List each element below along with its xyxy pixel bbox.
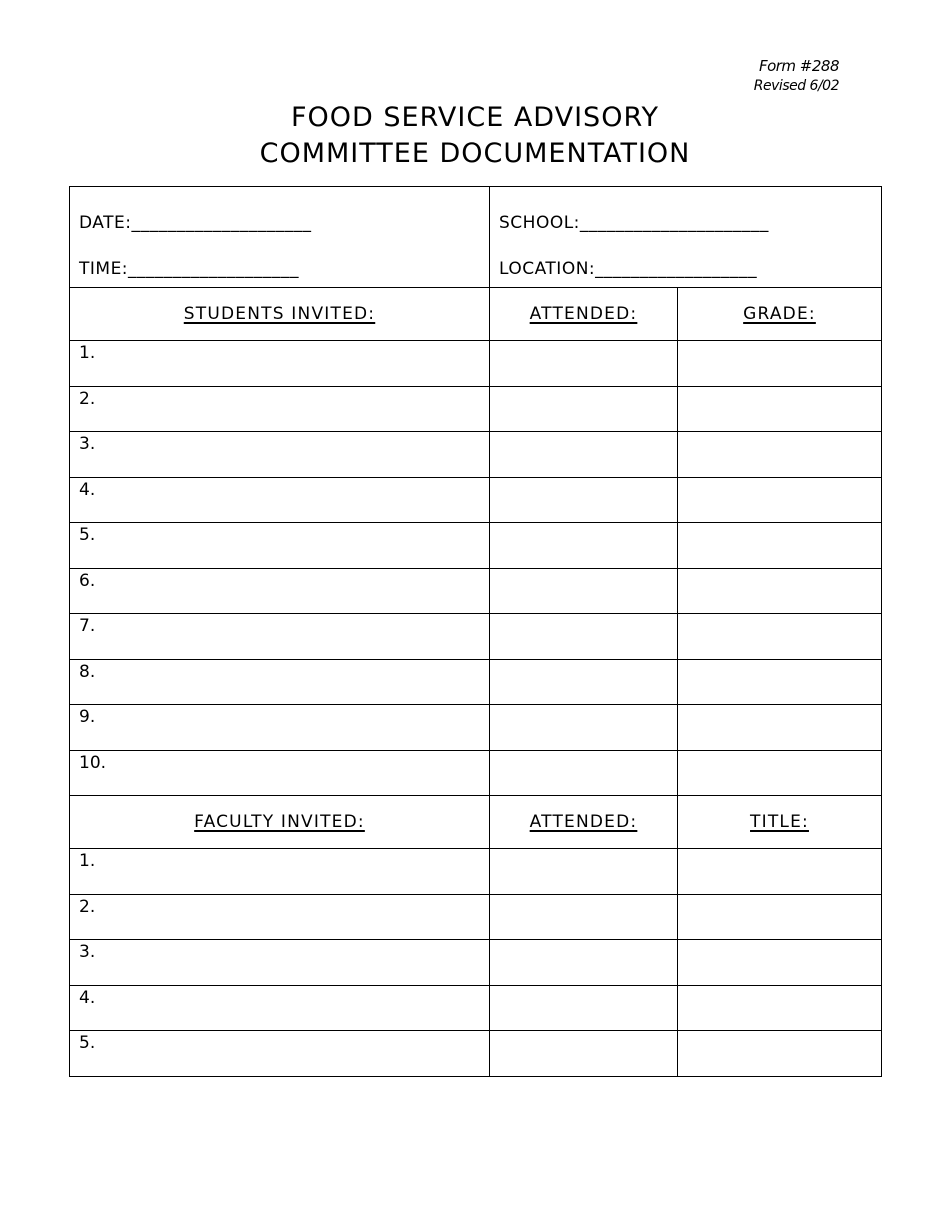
student-grade-cell[interactable]: [678, 705, 882, 751]
faculty-row: [70, 894, 882, 940]
header-faculty-invited: FACULTY INVITED:: [70, 796, 490, 849]
faculty-row: [70, 1031, 882, 1077]
row-number: 5.: [79, 1033, 96, 1053]
faculty-header-row: [70, 796, 882, 849]
row-number: 4.: [79, 987, 96, 1008]
student-name-cell[interactable]: [70, 750, 490, 796]
faculty-name-cell[interactable]: [70, 1031, 490, 1077]
school-field[interactable]: SCHOOL:_____________________: [499, 213, 769, 233]
student-name-cell[interactable]: [70, 386, 490, 432]
header-students-invited: STUDENTS INVITED:: [70, 288, 490, 341]
row-number: 4.: [79, 479, 96, 500]
header-attended: ATTENDED:: [490, 796, 678, 849]
student-attended-cell[interactable]: [490, 341, 678, 387]
header-title: TITLE:: [678, 796, 882, 849]
student-row: [70, 659, 882, 705]
student-row: [70, 568, 882, 614]
faculty-name-cell[interactable]: [70, 985, 490, 1031]
faculty-row: [70, 849, 882, 895]
student-attended-cell[interactable]: [490, 432, 678, 478]
student-name-cell[interactable]: [70, 523, 490, 569]
student-row: [70, 341, 882, 387]
student-attended-cell[interactable]: [490, 659, 678, 705]
row-number: 5.: [79, 525, 96, 545]
faculty-attended-cell[interactable]: [490, 1031, 678, 1077]
faculty-row: [70, 940, 882, 986]
row-number: 3.: [79, 942, 96, 962]
student-row: [70, 432, 882, 478]
student-name-cell[interactable]: [70, 705, 490, 751]
meeting-info-row: [70, 187, 882, 288]
student-attended-cell[interactable]: [490, 523, 678, 569]
title-line-2: COMMITTEE DOCUMENTATION: [259, 138, 691, 169]
row-number: 7.: [79, 616, 96, 636]
student-attended-cell[interactable]: [490, 386, 678, 432]
form-number: Form #288: [758, 57, 839, 75]
student-attended-cell[interactable]: [490, 477, 678, 523]
faculty-row: [70, 985, 882, 1031]
student-grade-cell[interactable]: [678, 614, 882, 660]
header-attended: ATTENDED:: [490, 288, 678, 341]
student-attended-cell[interactable]: [490, 568, 678, 614]
student-name-cell[interactable]: [70, 341, 490, 387]
faculty-title-cell[interactable]: [678, 940, 882, 986]
student-row: [70, 705, 882, 751]
header-grade: GRADE:: [678, 288, 882, 341]
row-number: 9.: [79, 707, 96, 727]
student-grade-cell[interactable]: [678, 750, 882, 796]
student-attended-cell[interactable]: [490, 750, 678, 796]
student-grade-cell[interactable]: [678, 477, 882, 523]
title-line-1: FOOD SERVICE ADVISORY: [291, 102, 659, 133]
student-row: [70, 386, 882, 432]
faculty-title-cell[interactable]: [678, 985, 882, 1031]
row-number: 2.: [79, 388, 96, 409]
student-attended-cell[interactable]: [490, 614, 678, 660]
student-attended-cell[interactable]: [490, 705, 678, 751]
student-grade-cell[interactable]: [678, 386, 882, 432]
row-number: 2.: [79, 896, 96, 917]
faculty-title-cell[interactable]: [678, 1031, 882, 1077]
row-number: 6.: [79, 570, 96, 591]
faculty-name-cell[interactable]: [70, 940, 490, 986]
revised-date: Revised 6/02: [753, 78, 839, 94]
student-name-cell[interactable]: [70, 477, 490, 523]
faculty-name-cell[interactable]: [70, 894, 490, 940]
student-row: [70, 614, 882, 660]
students-header-row: [70, 288, 882, 341]
time-field[interactable]: TIME:___________________: [79, 259, 300, 279]
faculty-attended-cell[interactable]: [490, 985, 678, 1031]
faculty-attended-cell[interactable]: [490, 894, 678, 940]
page-title: [0, 100, 950, 172]
student-grade-cell[interactable]: [678, 432, 882, 478]
faculty-name-cell[interactable]: [70, 849, 490, 895]
student-grade-cell[interactable]: [678, 568, 882, 614]
faculty-title-cell[interactable]: [678, 894, 882, 940]
student-grade-cell[interactable]: [678, 523, 882, 569]
student-grade-cell[interactable]: [678, 341, 882, 387]
row-number: 8.: [79, 661, 96, 682]
row-number: 1.: [79, 851, 96, 871]
faculty-attended-cell[interactable]: [490, 940, 678, 986]
student-grade-cell[interactable]: [678, 659, 882, 705]
faculty-attended-cell[interactable]: [490, 849, 678, 895]
school-location-cell[interactable]: [490, 187, 882, 288]
faculty-title-cell[interactable]: [678, 849, 882, 895]
student-name-cell[interactable]: [70, 614, 490, 660]
student-row: [70, 750, 882, 796]
student-name-cell[interactable]: [70, 568, 490, 614]
row-number: 3.: [79, 434, 96, 454]
student-row: [70, 523, 882, 569]
row-number: 1.: [79, 343, 96, 363]
date-field[interactable]: DATE:____________________: [79, 213, 312, 233]
student-row: [70, 477, 882, 523]
location-field[interactable]: LOCATION:__________________: [499, 259, 758, 279]
student-name-cell[interactable]: [70, 432, 490, 478]
date-time-cell[interactable]: [70, 187, 490, 288]
documentation-table: [69, 186, 882, 1077]
student-name-cell[interactable]: [70, 659, 490, 705]
row-number: 10.: [79, 752, 107, 773]
form-number-block: [754, 56, 839, 96]
